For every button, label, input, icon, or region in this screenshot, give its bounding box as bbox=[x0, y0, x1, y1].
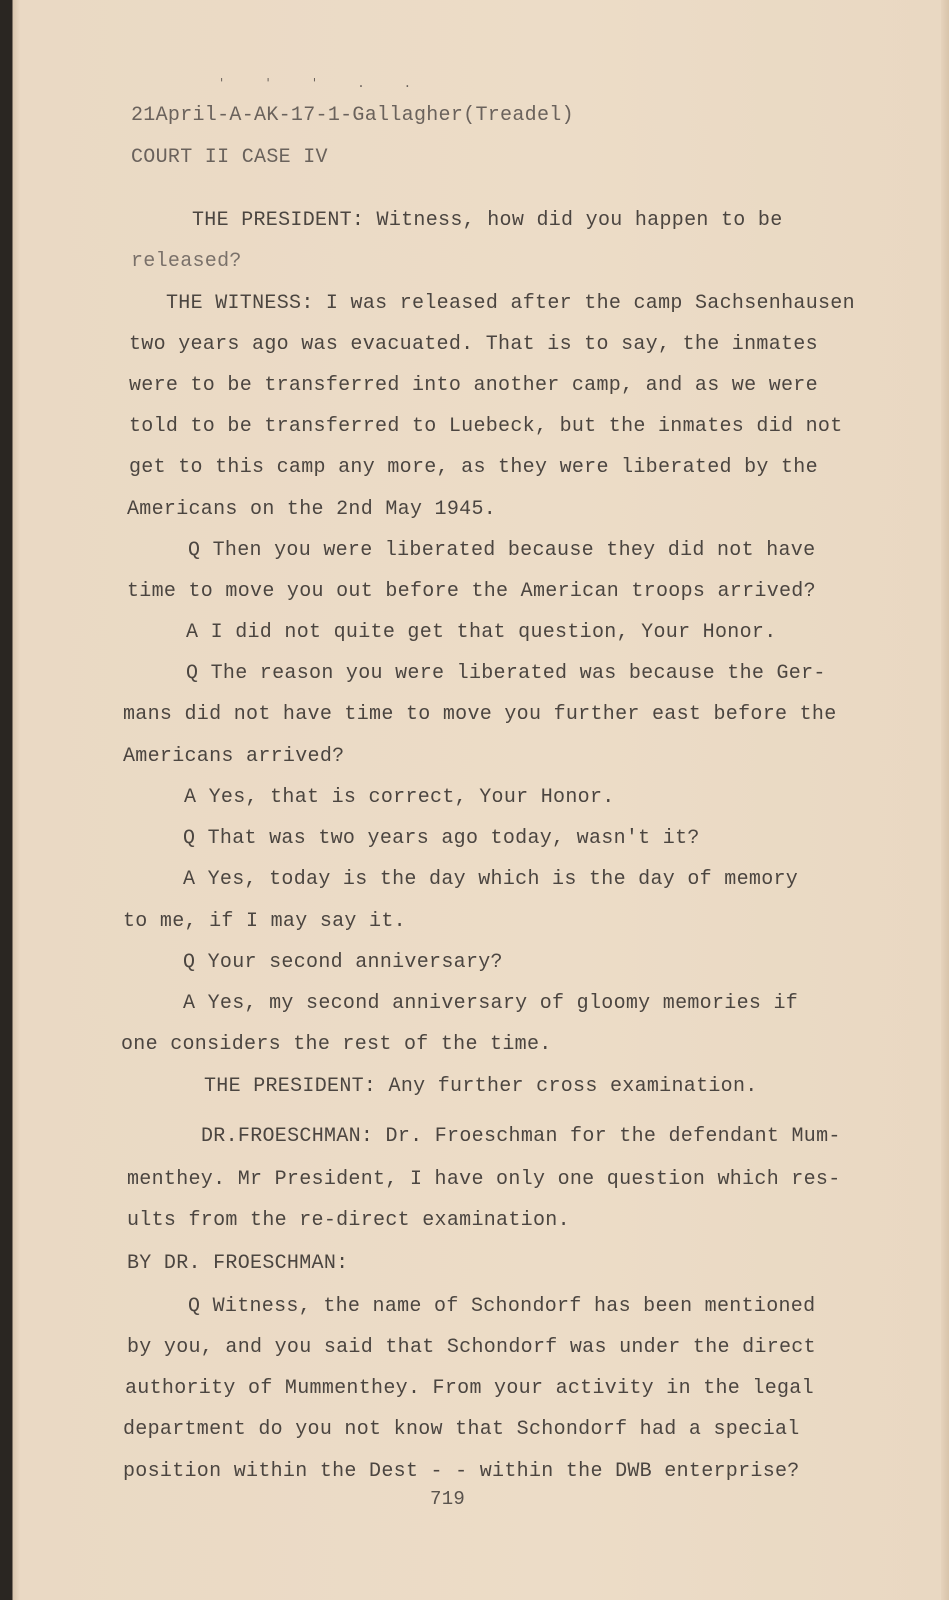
text-line: Q Then you were liberated because they did not have bbox=[188, 539, 816, 562]
text-line: department do you not know that Schondorf had a special bbox=[123, 1418, 800, 1441]
text-line: A I did not quite get that question, Your Honor. bbox=[186, 621, 777, 644]
text-line: told to be transferred to Luebeck, but the inmates did not bbox=[129, 415, 843, 438]
text-line: authority of Mummenthey. From your activity in the legal bbox=[125, 1377, 814, 1400]
section-heading: BY DR. FROESCHMAN: bbox=[127, 1252, 349, 1275]
text-line: A Yes, my second anniversary of gloomy memories if bbox=[183, 992, 799, 1015]
page-number: 719 bbox=[430, 1488, 466, 1510]
text-line: time to move you out before the American troops arrived? bbox=[127, 580, 816, 603]
text-line: DR.FROESCHMAN: Dr. Froeschman for the defendant Mum- bbox=[201, 1125, 841, 1148]
text-line: THE WITNESS: I was released after the camp Sachsenhausen bbox=[166, 292, 855, 315]
text-line: Q The reason you were liberated was because the Ger- bbox=[186, 662, 826, 685]
text-line: THE PRESIDENT: Witness, how did you happen to be bbox=[192, 209, 783, 232]
text-line: Americans arrived? bbox=[123, 745, 345, 768]
text-line: position within the Dest - - within the DWB enterprise? bbox=[123, 1460, 800, 1483]
text-line: released? bbox=[131, 250, 242, 273]
text-line: Q Your second anniversary? bbox=[183, 951, 503, 974]
text-line: Q Witness, the name of Schondorf has been mentioned bbox=[188, 1295, 816, 1318]
text-line: mans did not have time to move you further east before the bbox=[123, 703, 837, 726]
text-line: A Yes, that is correct, Your Honor. bbox=[184, 786, 615, 809]
text-line: A Yes, today is the day which is the day of memory bbox=[183, 868, 799, 891]
text-line: menthey. Mr President, I have only one question which res- bbox=[127, 1168, 841, 1191]
text-line: THE PRESIDENT: Any further cross examination. bbox=[204, 1075, 758, 1098]
text-line: to me, if I may say it. bbox=[123, 910, 406, 933]
text-line: one considers the rest of the time. bbox=[121, 1033, 552, 1056]
text-line: Q That was two years ago today, wasn't it? bbox=[183, 827, 700, 850]
typewriter-marks: ' ' ' . . bbox=[218, 76, 428, 90]
text-line: were to be transferred into another camp, and as we were bbox=[129, 374, 818, 397]
document-reference: 21April-A-AK-17-1-Gallagher(Treadel) bbox=[131, 104, 574, 127]
text-line: two years ago was evacuated. That is to say, the inmates bbox=[129, 333, 818, 356]
text-line: get to this camp any more, as they were liberated by the bbox=[129, 456, 818, 479]
text-line: ults from the re-direct examination. bbox=[127, 1209, 570, 1232]
text-line: by you, and you said that Schondorf was under the direct bbox=[127, 1336, 816, 1359]
page-edge bbox=[941, 0, 949, 1600]
text-line: Americans on the 2nd May 1945. bbox=[127, 498, 497, 521]
court-case-line: COURT II CASE IV bbox=[131, 146, 328, 169]
